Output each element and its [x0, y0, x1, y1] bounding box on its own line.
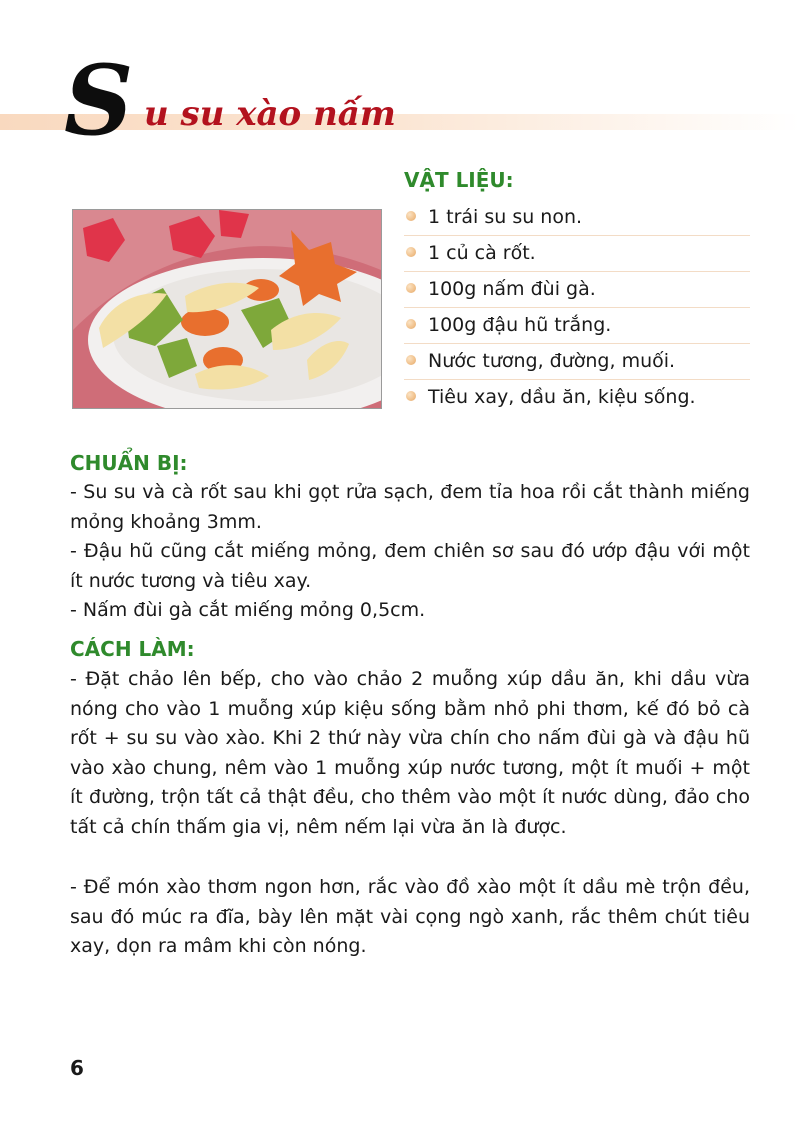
- bullet-icon: [406, 319, 416, 329]
- bullet-icon: [406, 355, 416, 365]
- preparation-step: - Nấm đùi gà cắt miếng mỏng 0,5cm.: [70, 599, 426, 621]
- bullet-icon: [406, 247, 416, 257]
- ingredient-text: 100g đậu hũ trắng.: [428, 314, 612, 336]
- title-text: u su xào nấm: [144, 94, 396, 134]
- title-initial: S: [64, 44, 134, 157]
- bullet-icon: [406, 391, 416, 401]
- ingredient-item: [404, 308, 750, 344]
- ingredient-item: [404, 236, 750, 272]
- method-step: - Đặt chảo lên bếp, cho vào chảo 2 muỗng xúp dầu ăn, khi dầu vừa nóng cho vào 1 muỗng xúp kiệu sống bằm nhỏ phi thơm, kế đó bỏ cà rốt + su su vào xào. Khi 2 thứ này vừa chín cho nấm đùi gà và đậu hũ vào xào chung, nêm vào 1 muỗng xúp nước tương, một ít muối + một ít đường, trộn tất cả thật đều, cho thêm vào một ít nước dùng, đảo cho tất cả chín thấm gia vị, nêm nếm lại vừa ăn là được.: [70, 668, 750, 838]
- ingredients-heading: VẬT LIỆU:: [404, 168, 514, 192]
- ingredient-text: 1 trái su su non.: [428, 206, 583, 228]
- dish-photo: [72, 209, 382, 409]
- ingredient-item: [404, 380, 750, 415]
- ingredient-text: 100g nấm đùi gà.: [428, 278, 596, 300]
- ingredient-text: Nước tương, đường, muối.: [428, 350, 676, 372]
- ingredient-item: [404, 344, 750, 380]
- ingredient-text: 1 củ cà rốt.: [428, 242, 536, 264]
- ingredient-item: [404, 272, 750, 308]
- bullet-icon: [406, 211, 416, 221]
- ingredient-text: Tiêu xay, dầu ăn, kiệu sống.: [428, 386, 696, 408]
- preparation-heading: CHUẨN BỊ:: [70, 451, 188, 475]
- method-heading: CÁCH LÀM:: [70, 637, 195, 661]
- bullet-icon: [406, 283, 416, 293]
- ingredients-list: [404, 200, 750, 415]
- method-step: - Để món xào thơm ngon hơn, rắc vào đồ xào một ít dầu mè trộn đều, sau đó múc ra đĩa, bày lên mặt vài cọng ngò xanh, rắc thêm chút tiêu xay, dọn ra mâm khi còn nóng.: [70, 876, 750, 957]
- ingredient-item: [404, 200, 750, 236]
- preparation-step: - Đậu hũ cũng cắt miếng mỏng, đem chiên sơ sau đó ướp đậu với một ít nước tương và tiêu xay.: [70, 540, 750, 592]
- preparation-step: - Su su và cà rốt sau khi gọt rửa sạch, đem tỉa hoa rồi cắt thành miếng mỏng khoảng 3mm.: [70, 481, 750, 533]
- page-number: 6: [70, 1056, 84, 1080]
